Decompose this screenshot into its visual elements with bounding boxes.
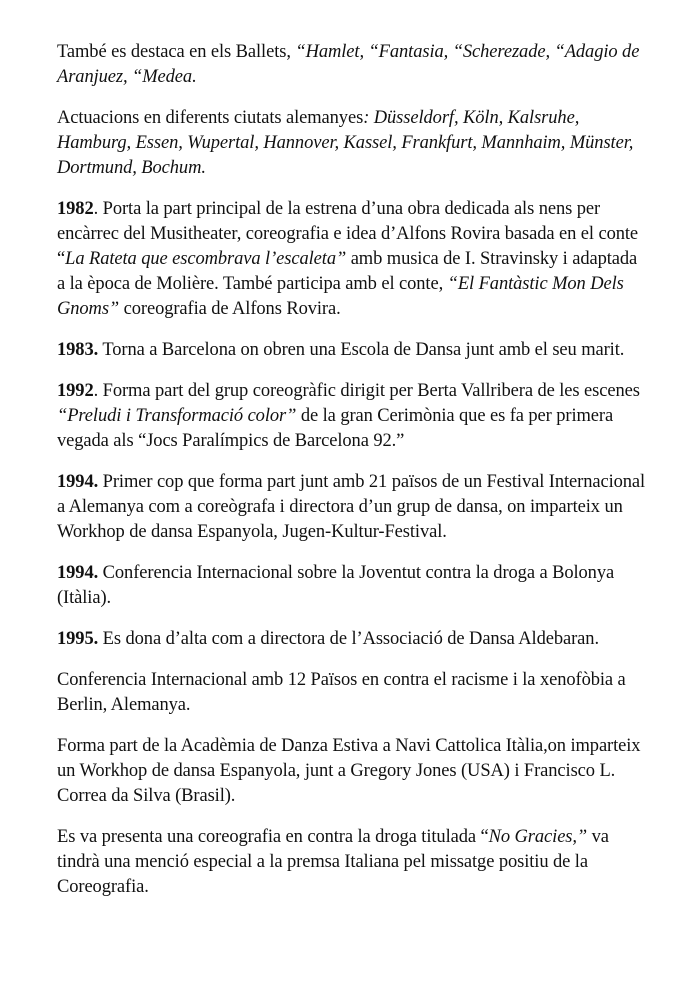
text-segment: Forma part de la Acadèmia de Danza Estiva a Navi Cattolica Itàlia,on imparteix un Workhop de dansa Espanyola, junt a Gregory Jones (USA) i Francisco L. Correa da Silva (Brasil). bbox=[57, 736, 641, 806]
work-title: La Rateta que escombrava l’escaleta” bbox=[65, 249, 347, 269]
year-label: 1983. bbox=[57, 340, 99, 360]
paragraph-1982 bbox=[57, 197, 647, 322]
text-segment: amb musica de I. Stravinsky i adaptada a la època de Molière. També participa amb el conte, bbox=[57, 249, 638, 294]
year-label: 1982 bbox=[57, 199, 94, 219]
paragraph-academia bbox=[57, 734, 647, 809]
text-segment: Es dona d’alta com a directora de l’Associació de Dansa Aldebaran. bbox=[98, 629, 599, 649]
work-title: “El Fantàstic Mon Dels Gnoms” bbox=[57, 274, 624, 319]
text-segment: de la gran Cerimònia que es fa per primera vegada als “Jocs Paralímpics de Barcelona 92.” bbox=[57, 406, 614, 451]
paragraph-1994-conference bbox=[57, 561, 647, 611]
paragraph-1992 bbox=[57, 379, 647, 454]
text-segment: Primer cop que forma part junt amb 21 països de un Festival Internacional a Alemanya com a coreògrafa i directora d’un grup de dansa, on imparteix un Workhop de dansa Espanyola, Jugen-Kultur-Festival. bbox=[57, 472, 646, 542]
paragraph-ballets bbox=[57, 40, 647, 90]
text-segment: . Forma part del grup coreogràfic dirigit per Berta Vallribera de les escenes bbox=[93, 381, 640, 401]
year-label: 1995. bbox=[57, 629, 99, 649]
text-segment: Torna a Barcelona on obren una Escola de Dansa junt amb el seu marit. bbox=[98, 340, 625, 360]
year-label: 1994. bbox=[57, 563, 99, 583]
paragraph-1983 bbox=[57, 338, 647, 363]
year-label: 1992 bbox=[57, 381, 94, 401]
year-label: 1994. bbox=[57, 472, 99, 492]
text-segment: va tindrà una menció especial a la premsa Italiana pel missatge positiu de la Coreografia. bbox=[57, 827, 609, 897]
paragraph-no-gracies bbox=[57, 825, 647, 900]
ballet-titles: “Hamlet, “Fantasia, “Scherezade, “Adagio de Aranjuez, “Medea. bbox=[57, 42, 640, 87]
city-list: : Düsseldorf, Köln, Kalsruhe, Hamburg, Essen, Wupertal, Hannover, Kassel, Frankfurt, Mannhaim, Münster, Dortmund, Bochum. bbox=[57, 108, 634, 178]
text-segment: . Porta la part principal de la estrena d’una obra dedicada als nens per encàrrec del Musitheater, coreografia e idea d’Alfons Rovira basada en el conte “ bbox=[57, 199, 639, 269]
paragraph-1994-festival bbox=[57, 470, 647, 545]
paragraph-berlin-conference bbox=[57, 668, 647, 718]
text-segment: També es destaca en els Ballets, bbox=[57, 42, 296, 62]
work-title: No Gracies,” bbox=[488, 827, 588, 847]
paragraph-german-cities bbox=[57, 106, 647, 181]
text-segment: Conferencia Internacional sobre la Joventut contra la droga a Bolonya (Itàlia). bbox=[57, 563, 615, 608]
text-segment: Es va presenta una coreografia en contra la droga titulada “ bbox=[57, 827, 489, 847]
text-segment: Conferencia Internacional amb 12 Països en contra el racisme i la xenofòbia a Berlin, Alemanya. bbox=[57, 670, 626, 715]
text-segment: coreografia de Alfons Rovira. bbox=[119, 299, 341, 319]
paragraph-1995 bbox=[57, 627, 647, 652]
text-segment: Actuacions en diferents ciutats alemanyes bbox=[57, 108, 364, 128]
work-title: “Preludi i Transformació color” bbox=[57, 406, 297, 426]
